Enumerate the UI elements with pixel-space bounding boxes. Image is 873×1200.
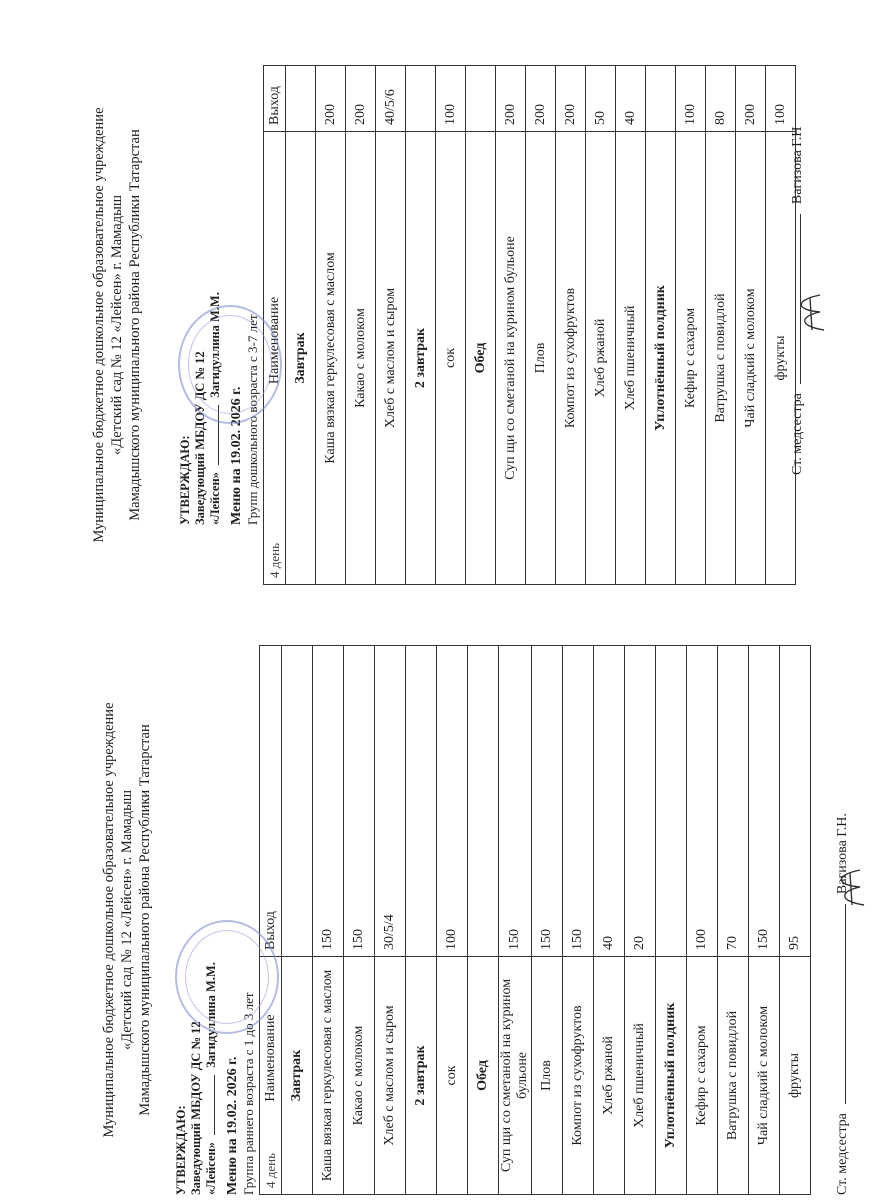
menu-table [259,645,811,1195]
seal-stamp [175,920,279,1034]
dish-output: 40 [616,66,646,132]
dish-name: 2 завтрак [406,957,437,1195]
signature-name: Вагизова Г.Н [790,126,805,205]
dish-output: 150 [313,646,344,957]
dish-name: Хлеб с маслом и сыром [375,957,406,1195]
dish-name: Хлеб ржаной [594,957,625,1195]
dish-name: Уплотнённый полдник [646,132,676,585]
menu-rows [282,646,811,1195]
dish-name: Хлеб ржаной [586,132,616,585]
dish-name: Плов [526,132,556,585]
approval-org: «Лейсен» [208,472,222,525]
org-line: Муниципальное бюджетное дошкольное образовательное учреждение [91,107,107,543]
dish-name: Каша вязкая геркулесовая с маслом [316,132,346,585]
table-row [313,646,344,1195]
table-row [376,66,406,585]
dish-name: Суп щи со сметаной на курином бульоне [499,957,532,1195]
dish-output: 100 [436,66,466,132]
dish-name: Уплотнённый полдник [656,957,687,1195]
group-label: Группа раннего возраста с 1 до 3 лет [241,992,256,1195]
day-label: 4 день [266,542,282,578]
signature-block [835,655,851,1195]
dish-name: Суп щи со сметаной на курином бульоне [496,132,526,585]
dish-output: 200 [736,66,766,132]
dish-output: 150 [344,646,375,957]
dish-name: 2 завтрак [406,132,436,585]
dish-output: 100 [687,646,718,957]
table-row [706,66,736,585]
dish-output [406,646,437,957]
section-row [656,646,687,1195]
dish-output: 150 [749,646,780,957]
table-row [563,646,594,1195]
table-row [718,646,749,1195]
dish-output: 200 [526,66,556,132]
dish-output: 40 [594,646,625,957]
signature-role: Ст. медсестра [835,1113,850,1195]
table-row [625,646,656,1195]
org-line: Мамадышского муниципального района Республики Татарстан [137,724,153,1116]
section-row [282,646,313,1195]
table-row [736,66,766,585]
dish-name: Какао с молоком [346,132,376,585]
table-row [316,66,346,585]
table-row [499,646,532,1195]
seal-stamp [178,305,282,424]
dish-output: 50 [586,66,616,132]
dish-output [656,646,687,957]
dish-output: 30/5/4 [375,646,406,957]
table-row [436,66,466,585]
dish-output: 150 [499,646,532,957]
org-line: Мамадышского муниципального района Республики Татарстан [127,129,143,521]
column-header-name: 4 день Наименование [260,957,282,1195]
section-row [466,66,496,585]
dish-name: Кефир с сахаром [687,957,718,1195]
dish-output: 150 [563,646,594,957]
dish-name: Компот из сухофруктов [563,957,594,1195]
section-row [468,646,499,1195]
dish-name: Какао с молоком [344,957,375,1195]
dish-output: 100 [766,66,796,132]
approval-position: Заведующий МБДОУ ДС № 12 [189,1021,203,1195]
dish-name: Завтрак [286,132,316,585]
dish-output: 95 [780,646,811,957]
approval-org: «Лейсен» [204,1142,218,1195]
org-line: «Детский сад № 12 «Лейсен» г. Мамадыш [119,789,135,1051]
dish-name: Чай сладкий с молоком [736,132,766,585]
dish-output [466,66,496,132]
table-row [594,646,625,1195]
table-row [616,66,646,585]
dish-name: Обед [466,132,496,585]
table-row [532,646,563,1195]
table-row [344,646,375,1195]
org-header [100,645,154,1195]
menu-title: Меню на 19.02. 2026 г. [225,1056,240,1195]
dish-output [286,66,316,132]
dish-output: 40/5/6 [376,66,406,132]
dish-output: 200 [346,66,376,132]
dish-output [406,66,436,132]
approval-block [178,65,223,525]
table-row [346,66,376,585]
column-header-output: Выход [264,66,286,132]
org-header [90,65,144,585]
signature-name: Вагизова Г.Н. [835,813,850,895]
dish-output: 200 [556,66,586,132]
dish-name: Чай сладкий с молоком [749,957,780,1195]
menu-title: Меню на 19.02. 2026 г. [229,386,244,525]
dish-name: Компот из сухофруктов [556,132,586,585]
dish-name: Хлеб пшеничный [616,132,646,585]
table-row [526,66,556,585]
org-line: «Детский сад № 12 «Лейсен» г. Мамадыш [109,194,125,456]
dish-name: Кефир с сахаром [676,132,706,585]
dish-name: Хлеб с маслом и сыром [376,132,406,585]
approval-block [174,645,219,1195]
table-row [586,66,616,585]
group-label: Групп дошкольного возраста с 3-7 лет [245,314,260,525]
table-row [687,646,718,1195]
dish-name: сок [437,957,468,1195]
section-row [286,66,316,585]
dish-name: Ватрушка с повидлой [718,957,749,1195]
menu-rows [286,66,796,585]
table-row [676,66,706,585]
dish-output [282,646,313,957]
dish-name: Завтрак [282,957,313,1195]
dish-output: 80 [706,66,736,132]
dish-name: Ватрушка с повидлой [706,132,736,585]
dish-output: 200 [496,66,526,132]
dish-name: Хлеб пшеничный [625,957,656,1195]
dish-name: Плов [532,957,563,1195]
table-row [496,66,526,585]
dish-output [646,66,676,132]
section-row [406,66,436,585]
dish-output: 200 [316,66,346,132]
approval-signatory: Загидуллина М.М. [208,292,222,398]
dish-name: фрукты [766,132,796,585]
column-header-name: 4 день Наименование [264,132,286,585]
table-row [375,646,406,1195]
table-row [556,66,586,585]
menu-table [263,65,796,585]
column-header-output: Выход [260,646,282,957]
table-row [437,646,468,1195]
dish-name: фрукты [780,957,811,1195]
signature-block [790,55,806,475]
dish-output: 70 [718,646,749,957]
approval-label: УТВЕРЖДАЮ: [178,435,192,525]
dish-name: сок [436,132,466,585]
day-label: 4 день [262,1152,278,1188]
dish-name: Каша вязкая геркулесовая с маслом [313,957,344,1195]
approval-position: Заведующий МБДОУ ДС № 12 [193,351,207,525]
dish-output: 150 [532,646,563,957]
approval-label: УТВЕРЖДАЮ: [174,1105,188,1195]
org-line: Муниципальное бюджетное дошкольное образовательное учреждение [101,702,117,1138]
table-row [749,646,780,1195]
approval-signatory: Загидуллина М.М. [204,962,218,1068]
dish-name: Обед [468,957,499,1195]
dish-output: 100 [437,646,468,957]
signature-role: Ст. медсестра [790,393,805,475]
signature-line [214,1075,215,1135]
table-row [780,646,811,1195]
dish-output: 20 [625,646,656,957]
section-row [406,646,437,1195]
dish-output: 100 [676,66,706,132]
dish-output [468,646,499,957]
section-row [646,66,676,585]
